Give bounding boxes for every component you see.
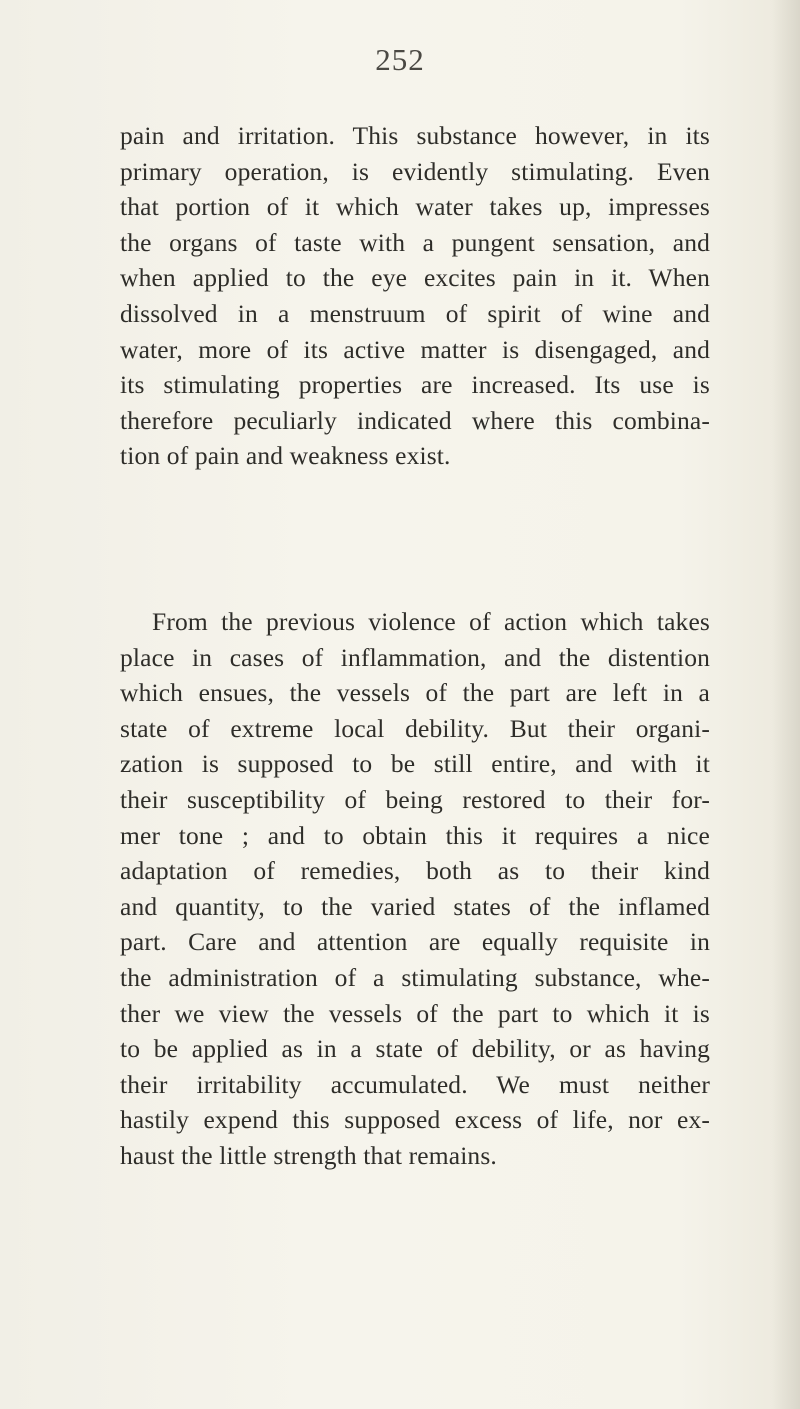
text-line: pain and irritation. This substance however, in its xyxy=(120,121,710,150)
text-line: and quantity, to the varied states of the inflamed xyxy=(120,891,710,921)
text-line: From the previous violence of action which takes xyxy=(152,607,710,636)
text-line: haust the little strength that remains. xyxy=(120,1140,497,1170)
text-line: dissolved in a menstruum of spirit of wine and xyxy=(120,298,710,328)
text-line: place in cases of inflammation, and the distention xyxy=(120,642,710,672)
text-line: their susceptibility of being restored to their for- xyxy=(120,784,710,814)
text-line: adaptation of remedies, both as to their kind xyxy=(120,856,710,886)
text-line: their irritability accumulated. We must neither xyxy=(120,1069,710,1099)
page-edge-shadow xyxy=(772,0,800,1409)
text-line: the administration of a stimulating substance, whe- xyxy=(120,962,710,992)
text-line: when applied to the eye excites pain in it. When xyxy=(120,263,710,293)
text-line: part. Care and attention are equally requisite in xyxy=(120,927,710,957)
text-line: its stimulating properties are increased. Its use is xyxy=(120,370,710,400)
text-line: therefore peculiarly indicated where this combina- xyxy=(120,405,710,435)
text-line: hastily expend this supposed excess of life, nor ex- xyxy=(120,1105,710,1135)
text-line: which ensues, the vessels of the part are left in a xyxy=(120,678,710,708)
page-number: 252 xyxy=(375,42,425,77)
text-line: state of extreme local debility. But their organi- xyxy=(120,713,710,743)
paragraph-2 xyxy=(120,604,710,1174)
text-line: to be applied as in a state of debility, or as having xyxy=(120,1034,710,1064)
text-line: the organs of taste with a pungent sensation, and xyxy=(120,227,710,257)
text-line: mer tone ; and to obtain this it requires a nice xyxy=(120,820,710,850)
text-line: water, more of its active matter is disengaged, and xyxy=(120,334,710,364)
text-line: tion of pain and weakness exist. xyxy=(120,441,451,471)
paragraph-1 xyxy=(120,118,710,474)
text-line: ther we view the vessels of the part to which it is xyxy=(120,998,710,1028)
text-line: that portion of it which water takes up, impresses xyxy=(120,192,710,222)
text-line: zation is supposed to be still entire, and with it xyxy=(120,749,710,779)
text-line: primary operation, is evidently stimulating. Even xyxy=(120,156,710,186)
